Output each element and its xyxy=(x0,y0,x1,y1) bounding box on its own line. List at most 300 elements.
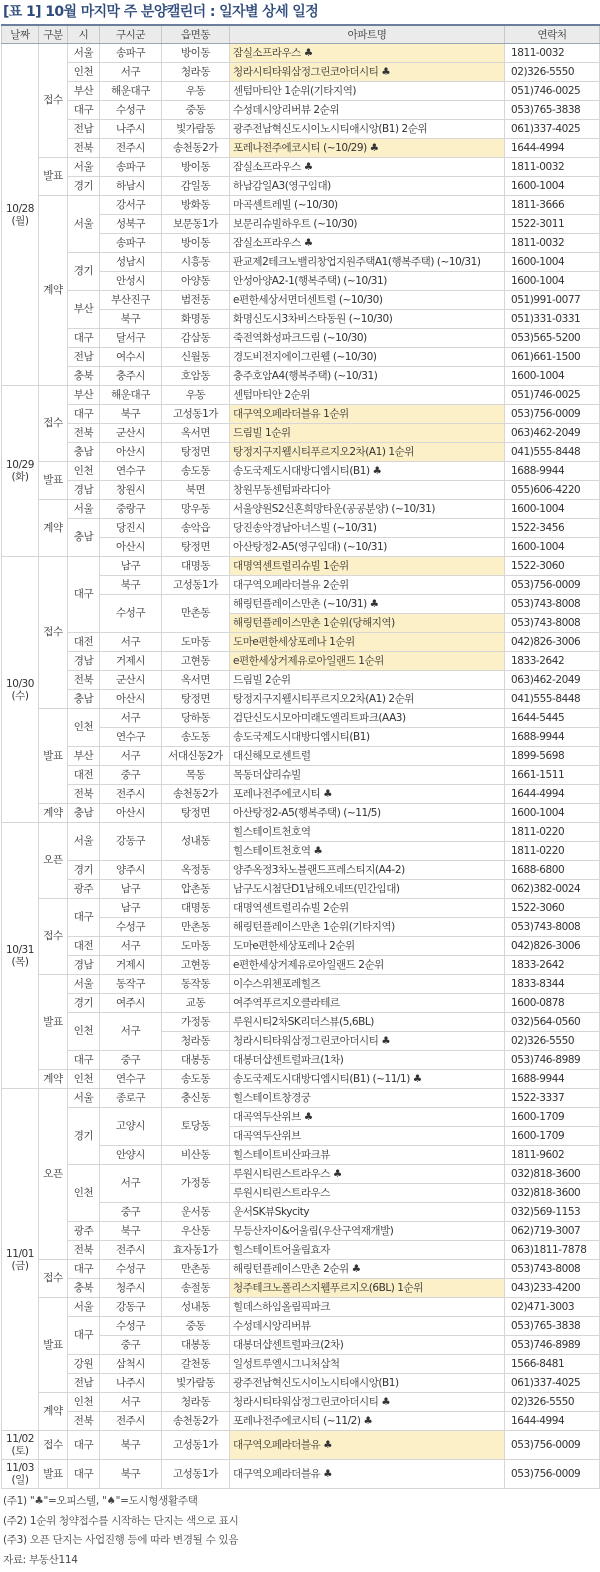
apartment-name-cell: 청라시티타워삼정그린코아더시티 ♣ xyxy=(230,1393,505,1412)
district-cell: 창원시 xyxy=(100,481,162,500)
district-cell: 서구 xyxy=(100,1013,162,1051)
table-row xyxy=(2,405,600,424)
category-cell: 발표 xyxy=(39,158,68,196)
apartment-name-cell: 해링턴플레이스만촌 2순위 ♣ xyxy=(230,1260,505,1279)
contact-cell: 042)826-3006 xyxy=(505,937,600,956)
table-row xyxy=(2,1460,600,1489)
apartment-name-cell: e편한세상거제유로아일랜드 1순위 xyxy=(230,652,505,671)
district-cell: 북구 xyxy=(100,576,162,595)
district-cell: 해운대구 xyxy=(100,82,162,101)
city-cell: 경남 xyxy=(68,652,100,671)
town-cell: 망우동 xyxy=(162,500,230,519)
city-cell: 서울 xyxy=(68,158,100,177)
date-cell xyxy=(2,1431,39,1460)
district-cell: 고양시 xyxy=(100,1108,162,1146)
contact-cell: 1522-3060 xyxy=(505,899,600,918)
apartment-name-cell: e편한세상거제유로아일랜드 2순위 xyxy=(230,956,505,975)
table-row xyxy=(2,253,600,272)
district-cell: 서구 xyxy=(100,633,162,652)
city-cell: 대구 xyxy=(68,1317,100,1355)
town-cell: 대봉동 xyxy=(162,1051,230,1070)
town-cell: 성내동 xyxy=(162,823,230,861)
town-cell: 충신동 xyxy=(162,1089,230,1108)
apartment-name-cell: 하남감일A3(영구임대) xyxy=(230,177,505,196)
date-cell xyxy=(2,1460,39,1489)
contact-cell: 053)765-3838 xyxy=(505,101,600,120)
town-cell: 고현동 xyxy=(162,956,230,975)
contact-cell: 1688-9944 xyxy=(505,462,600,481)
date-label: 11/02 xyxy=(5,1433,34,1445)
contact-cell: 1811-0220 xyxy=(505,823,600,842)
apartment-name-cell: 대명역센트럴리슈빌 1순위 xyxy=(230,557,505,576)
date-cell xyxy=(2,1089,39,1431)
date-cell xyxy=(2,386,39,557)
town-cell: 중동 xyxy=(162,1317,230,1336)
contact-cell: 02)326-5550 xyxy=(505,1032,600,1051)
table-row xyxy=(2,804,600,823)
apartment-name-cell: 대구역오페라더블유 ♣ xyxy=(230,1460,505,1489)
apartment-name-cell: 잠실소프라우스 ♣ xyxy=(230,158,505,177)
header-row xyxy=(2,25,600,44)
district-cell: 동작구 xyxy=(100,975,162,994)
apartment-name-cell: 힐스테이트천호역 ♣ xyxy=(230,842,505,861)
district-cell: 전주시 xyxy=(100,1412,162,1431)
city-cell: 대구 xyxy=(68,1051,100,1070)
town-cell: 옥서면 xyxy=(162,424,230,443)
weekday-label: (금) xyxy=(11,1259,29,1272)
date-cell xyxy=(2,557,39,823)
district-cell: 강동구 xyxy=(100,1298,162,1317)
apartment-name-cell: 센텀마티안 2순위 xyxy=(230,386,505,405)
table-row xyxy=(2,519,600,538)
city-cell: 서울 xyxy=(68,975,100,994)
apartment-name-cell: 드림빌 1순위 xyxy=(230,424,505,443)
city-cell: 경남 xyxy=(68,481,100,500)
table-row xyxy=(2,82,600,101)
town-cell: 옥서면 xyxy=(162,671,230,690)
contact-cell: 1600-1004 xyxy=(505,253,600,272)
apartment-name-cell: 대구역오페라더블유 2순위 xyxy=(230,576,505,595)
header-town: 읍면동 xyxy=(162,25,230,44)
category-cell: 오픈 xyxy=(39,1089,68,1260)
contact-cell: 053)743-8008 xyxy=(505,1260,600,1279)
apartment-name-cell: 죽전역화성파크드림 (~10/30) xyxy=(230,329,505,348)
city-cell: 인천 xyxy=(68,1070,100,1089)
header-district: 구시군 xyxy=(100,25,162,44)
town-cell: 고성동1가 xyxy=(162,1460,230,1489)
table-row xyxy=(2,348,600,367)
city-cell: 전북 xyxy=(68,424,100,443)
district-cell: 중구 xyxy=(100,1051,162,1070)
city-cell: 전남 xyxy=(68,1374,100,1393)
town-cell: 중동 xyxy=(162,101,230,120)
town-cell: 송도동 xyxy=(162,462,230,481)
district-cell: 서구 xyxy=(100,937,162,956)
district-cell: 수성구 xyxy=(100,918,162,937)
apartment-name-cell: 판교제2테크노밸리창업지원주택A1(행복주택) (~10/31) xyxy=(230,253,505,272)
apartment-name-cell: 탕정지구지웰시티푸르지오2차(A1) 2순위 xyxy=(230,690,505,709)
apartment-name-cell: 대신해모로센트럴 xyxy=(230,747,505,766)
weekday-label: (토) xyxy=(11,1445,29,1457)
town-cell: 옥정동 xyxy=(162,861,230,880)
town-cell: 송악읍 xyxy=(162,519,230,538)
town-cell: 목동 xyxy=(162,766,230,785)
town-cell: 효자동1가 xyxy=(162,1241,230,1260)
table-row xyxy=(2,709,600,728)
town-cell: 동작동 xyxy=(162,975,230,994)
town-cell: 운서동 xyxy=(162,1203,230,1222)
city-cell: 경기 xyxy=(68,1108,100,1165)
apartment-name-cell: 대봉더샵센트럴파크(1차) xyxy=(230,1051,505,1070)
district-cell: 중구 xyxy=(100,1203,162,1222)
town-cell: 대명동 xyxy=(162,557,230,576)
contact-cell: 055)606-4220 xyxy=(505,481,600,500)
apartment-name-cell: 창원무동센텀파라디아 xyxy=(230,481,505,500)
apartment-name-cell: 송도국제도시대방디엠시티(B1) (~11/1) ♣ xyxy=(230,1070,505,1089)
apartment-name-cell: 경도비전지에이그린웰 (~10/30) xyxy=(230,348,505,367)
apartment-name-cell: 해링턴플레이스만촌 1순위(당해지역) xyxy=(230,614,505,633)
table-row xyxy=(2,1051,600,1070)
city-cell: 충남 xyxy=(68,519,100,557)
weekday-label: (일) xyxy=(11,1474,29,1486)
apartment-name-cell: 루원시티2차SK리더스뷰(5,6BL) xyxy=(230,1013,505,1032)
district-cell: 수성구 xyxy=(100,101,162,120)
table-row xyxy=(2,44,600,63)
contact-cell: 053)765-3838 xyxy=(505,1317,600,1336)
contact-cell: 051)746-0025 xyxy=(505,386,600,405)
city-cell: 인천 xyxy=(68,709,100,747)
apartment-name-cell: 힐스테이트비산파크뷰 xyxy=(230,1146,505,1165)
district-cell: 나주시 xyxy=(100,120,162,139)
footnote-3: (주3) 오픈 단지는 사업진행 등에 따라 변경될 수 있음 xyxy=(3,1534,239,1546)
apartment-name-cell: 청주테크노폴리스지웰푸르지오(6BL) 1순위 xyxy=(230,1279,505,1298)
category-cell: 접수 xyxy=(39,557,68,709)
city-cell: 전남 xyxy=(68,120,100,139)
weekday-label: (화) xyxy=(11,471,29,483)
table-row xyxy=(2,63,600,82)
town-cell: 우산동 xyxy=(162,1222,230,1241)
contact-cell: 053)743-8008 xyxy=(505,595,600,614)
contact-cell: 041)555-8448 xyxy=(505,443,600,462)
table-row xyxy=(2,899,600,918)
district-cell: 아산시 xyxy=(100,804,162,823)
contact-cell: 1688-6800 xyxy=(505,861,600,880)
category-cell: 발표 xyxy=(39,1298,68,1393)
town-cell: 송천동2가 xyxy=(162,139,230,158)
apartment-name-cell: 대구역오페라더블유 ♣ xyxy=(230,1431,505,1460)
district-cell: 남구 xyxy=(100,899,162,918)
town-cell: 갈천동 xyxy=(162,1355,230,1374)
header-category: 구분 xyxy=(39,25,68,44)
city-cell: 강원 xyxy=(68,1355,100,1374)
table-row xyxy=(2,880,600,899)
apartment-name-cell: 해링턴플레이스만촌 (~10/31) ♣ xyxy=(230,595,505,614)
district-cell: 송파구 xyxy=(100,234,162,253)
schedule-table xyxy=(1,24,600,1489)
header-city: 시 xyxy=(68,25,100,44)
city-cell: 부산 xyxy=(68,291,100,329)
city-cell: 서울 xyxy=(68,196,100,253)
contact-cell: 062)382-0024 xyxy=(505,880,600,899)
table-row xyxy=(2,1241,600,1260)
contact-cell: 1600-1004 xyxy=(505,177,600,196)
city-cell: 인천 xyxy=(68,1165,100,1222)
district-cell: 중랑구 xyxy=(100,500,162,519)
contact-cell: 1600-1709 xyxy=(505,1108,600,1127)
apartment-name-cell: 여주역푸르지오클라테르 xyxy=(230,994,505,1013)
table-row xyxy=(2,139,600,158)
category-cell: 발표 xyxy=(39,462,68,500)
town-cell: 압촌동 xyxy=(162,880,230,899)
district-cell: 수성구 xyxy=(100,1317,162,1336)
contact-cell: 062)719-3007 xyxy=(505,1222,600,1241)
district-cell: 여주시 xyxy=(100,994,162,1013)
apartment-name-cell: 일성트루엘시그니처삼척 xyxy=(230,1355,505,1374)
category-cell: 계약 xyxy=(39,1393,68,1431)
table-row xyxy=(2,671,600,690)
contact-cell: 1600-1004 xyxy=(505,272,600,291)
contact-cell: 1833-2642 xyxy=(505,956,600,975)
town-cell: 시흥동 xyxy=(162,253,230,272)
apartment-name-cell: 해링턴플레이스만촌 1순위(기타지역) xyxy=(230,918,505,937)
district-cell: 해운대구 xyxy=(100,386,162,405)
apartment-name-cell: 대봉더샵센트럴파크(2차) xyxy=(230,1336,505,1355)
district-cell: 북구 xyxy=(100,310,162,329)
contact-cell: 053)746-8989 xyxy=(505,1051,600,1070)
date-cell xyxy=(2,44,39,386)
city-cell: 대구 xyxy=(68,405,100,424)
town-cell: 대봉동 xyxy=(162,1336,230,1355)
apartment-name-cell: 안성아양A2-1(행복주택) (~10/31) xyxy=(230,272,505,291)
town-cell: 가정동 xyxy=(162,1013,230,1032)
table-row xyxy=(2,1374,600,1393)
contact-cell: 1566-8481 xyxy=(505,1355,600,1374)
district-cell: 남구 xyxy=(100,557,162,576)
city-cell: 부산 xyxy=(68,747,100,766)
apartment-name-cell: e편한세상서면더센트럴 (~10/30) xyxy=(230,291,505,310)
city-cell: 전북 xyxy=(68,139,100,158)
date-label: 10/29 xyxy=(5,459,34,471)
district-cell: 청주시 xyxy=(100,1279,162,1298)
table-row xyxy=(2,500,600,519)
apartment-name-cell: 마곡센트레빌 (~10/30) xyxy=(230,196,505,215)
table-row xyxy=(2,994,600,1013)
city-cell: 전남 xyxy=(68,348,100,367)
apartment-name-cell: 무등산자이&어울림(우산구역재개발) xyxy=(230,1222,505,1241)
contact-cell: 1600-0878 xyxy=(505,994,600,1013)
table-row xyxy=(2,1298,600,1317)
date-cell xyxy=(2,823,39,1089)
table-row xyxy=(2,766,600,785)
table-row xyxy=(2,386,600,405)
district-cell: 서구 xyxy=(100,1165,162,1203)
schedule-body xyxy=(2,44,600,1489)
town-cell: 보문동1가 xyxy=(162,215,230,234)
district-cell: 연수구 xyxy=(100,728,162,747)
city-cell: 대전 xyxy=(68,633,100,652)
table-row xyxy=(2,975,600,994)
contact-cell: 1600-1709 xyxy=(505,1127,600,1146)
city-cell: 서울 xyxy=(68,823,100,861)
city-cell: 광주 xyxy=(68,1222,100,1241)
town-cell: 만촌동 xyxy=(162,918,230,937)
weekday-label: (목) xyxy=(11,955,29,968)
town-cell: 송천동2가 xyxy=(162,1412,230,1431)
town-cell: 우동 xyxy=(162,82,230,101)
town-cell: 북면 xyxy=(162,481,230,500)
category-cell: 접수 xyxy=(39,1260,68,1298)
contact-cell: 053)756-0009 xyxy=(505,405,600,424)
town-cell: 방이동 xyxy=(162,44,230,63)
weekday-label: (월) xyxy=(11,214,29,227)
apartment-name-cell: 광주전남혁신도시이노시티애시앙(B1) xyxy=(230,1374,505,1393)
town-cell: 방이동 xyxy=(162,234,230,253)
table-row xyxy=(2,1412,600,1431)
apartment-name-cell: 잠실소프라우스 ♣ xyxy=(230,44,505,63)
table-row xyxy=(2,1431,600,1460)
city-cell: 전북 xyxy=(68,1412,100,1431)
city-cell: 대구 xyxy=(68,1431,100,1460)
district-cell: 전주시 xyxy=(100,1241,162,1260)
apartment-name-cell: 수성데시앙리버뷰 2순위 xyxy=(230,101,505,120)
contact-cell: 053)565-5200 xyxy=(505,329,600,348)
table-row xyxy=(2,443,600,462)
contact-cell: 1833-8344 xyxy=(505,975,600,994)
district-cell: 전주시 xyxy=(100,139,162,158)
town-cell: 청라동 xyxy=(162,1032,230,1051)
apartment-name-cell: 충주호암A4(행복주택) (~10/31) xyxy=(230,367,505,386)
city-cell: 부산 xyxy=(68,82,100,101)
contact-cell: 032)818-3600 xyxy=(505,1165,600,1184)
town-cell: 도마동 xyxy=(162,633,230,652)
city-cell: 서울 xyxy=(68,1298,100,1317)
town-cell: 호암동 xyxy=(162,367,230,386)
table-row xyxy=(2,823,600,842)
contact-cell: 051)331-0331 xyxy=(505,310,600,329)
category-cell: 계약 xyxy=(39,196,68,386)
contact-cell: 061)337-4025 xyxy=(505,1374,600,1393)
apartment-name-cell: 드림빌 2순위 xyxy=(230,671,505,690)
town-cell: 고성동1가 xyxy=(162,1431,230,1460)
weekday-label: (수) xyxy=(11,689,29,702)
contact-cell: 032)569-1153 xyxy=(505,1203,600,1222)
contact-cell: 061)661-1500 xyxy=(505,348,600,367)
contact-cell: 1600-1004 xyxy=(505,538,600,557)
table-row xyxy=(2,291,600,310)
table-row xyxy=(2,690,600,709)
category-cell: 계약 xyxy=(39,804,68,823)
category-cell: 계약 xyxy=(39,1070,68,1089)
contact-cell: 041)555-8448 xyxy=(505,690,600,709)
contact-cell: 051)991-0077 xyxy=(505,291,600,310)
apartment-name-cell: 루원시티린스트라우스 xyxy=(230,1184,505,1203)
district-cell: 거제시 xyxy=(100,652,162,671)
table-row xyxy=(2,785,600,804)
apartment-name-cell: 포레나전주에코시티 (~10/29) ♣ xyxy=(230,139,505,158)
contact-cell: 043)233-4200 xyxy=(505,1279,600,1298)
district-cell: 북구 xyxy=(100,1431,162,1460)
town-cell: 탕정면 xyxy=(162,804,230,823)
table-row xyxy=(2,177,600,196)
footnote-1: (주1) "♣"=오피스텔, "♠"=도시형생활주택 xyxy=(3,1495,198,1507)
contact-cell: 1688-9944 xyxy=(505,728,600,747)
contact-cell: 053)743-8008 xyxy=(505,614,600,633)
town-cell: 성내동 xyxy=(162,1298,230,1317)
contact-cell: 1811-3666 xyxy=(505,196,600,215)
contact-cell: 063)462-2049 xyxy=(505,424,600,443)
city-cell: 충북 xyxy=(68,1279,100,1298)
contact-cell: 053)756-0009 xyxy=(505,1431,600,1460)
city-cell: 인천 xyxy=(68,63,100,82)
contact-cell: 1661-1511 xyxy=(505,766,600,785)
town-cell: 신월동 xyxy=(162,348,230,367)
category-cell: 발표 xyxy=(39,1460,68,1489)
table-row xyxy=(2,956,600,975)
category-cell: 오픈 xyxy=(39,823,68,899)
contact-cell: 061)337-4025 xyxy=(505,120,600,139)
city-cell: 충남 xyxy=(68,443,100,462)
city-cell: 대구 xyxy=(68,1460,100,1489)
town-cell: 송절동 xyxy=(162,1279,230,1298)
apartment-name-cell: 송도국제도시대방디엠시티(B1) ♣ xyxy=(230,462,505,481)
town-cell: 만촌동 xyxy=(162,1260,230,1279)
table-row xyxy=(2,1165,600,1184)
table-row xyxy=(2,937,600,956)
table-row xyxy=(2,424,600,443)
city-cell: 인천 xyxy=(68,1393,100,1412)
contact-cell: 053)756-0009 xyxy=(505,1460,600,1489)
district-cell: 송파구 xyxy=(100,158,162,177)
contact-cell: 1644-5445 xyxy=(505,709,600,728)
town-cell: 감일동 xyxy=(162,177,230,196)
category-cell: 접수 xyxy=(39,1431,68,1460)
table-row xyxy=(2,557,600,576)
city-cell: 경남 xyxy=(68,956,100,975)
header-date: 날짜 xyxy=(2,25,39,44)
district-cell: 연수구 xyxy=(100,462,162,481)
contact-cell: 1811-0032 xyxy=(505,234,600,253)
contact-cell: 1811-0220 xyxy=(505,842,600,861)
apartment-name-cell: 대구역오페라더블유 1순위 xyxy=(230,405,505,424)
town-cell: 토당동 xyxy=(162,1108,230,1146)
contact-cell: 053)743-8008 xyxy=(505,918,600,937)
apartment-name-cell: 아산탕정2-A5(영구임대) (~10/31) xyxy=(230,538,505,557)
town-cell: 고현동 xyxy=(162,652,230,671)
town-cell: 감삼동 xyxy=(162,329,230,348)
city-cell: 대구 xyxy=(68,1260,100,1279)
district-cell: 나주시 xyxy=(100,1374,162,1393)
apartment-name-cell: 도마e편한세상포레나 2순위 xyxy=(230,937,505,956)
apartment-name-cell: 힐스테이트창경궁 xyxy=(230,1089,505,1108)
city-cell: 인천 xyxy=(68,1013,100,1051)
apartment-name-cell: 검단신도시모아미래도엘리트파크(AA3) xyxy=(230,709,505,728)
city-cell: 대구 xyxy=(68,329,100,348)
contact-cell: 1644-4994 xyxy=(505,785,600,804)
table-row xyxy=(2,1279,600,1298)
district-cell: 여수시 xyxy=(100,348,162,367)
table-row xyxy=(2,747,600,766)
city-cell: 서울 xyxy=(68,44,100,63)
city-cell: 경기 xyxy=(68,861,100,880)
city-cell: 대구 xyxy=(68,101,100,120)
apartment-name-cell: 화명신도시3차비스타동원 (~10/30) xyxy=(230,310,505,329)
contact-cell: 02)326-5550 xyxy=(505,63,600,82)
town-cell: 서대신동2가 xyxy=(162,747,230,766)
city-cell: 대전 xyxy=(68,766,100,785)
town-cell: 교동 xyxy=(162,994,230,1013)
district-cell: 하남시 xyxy=(100,177,162,196)
town-cell: 송천동2가 xyxy=(162,785,230,804)
